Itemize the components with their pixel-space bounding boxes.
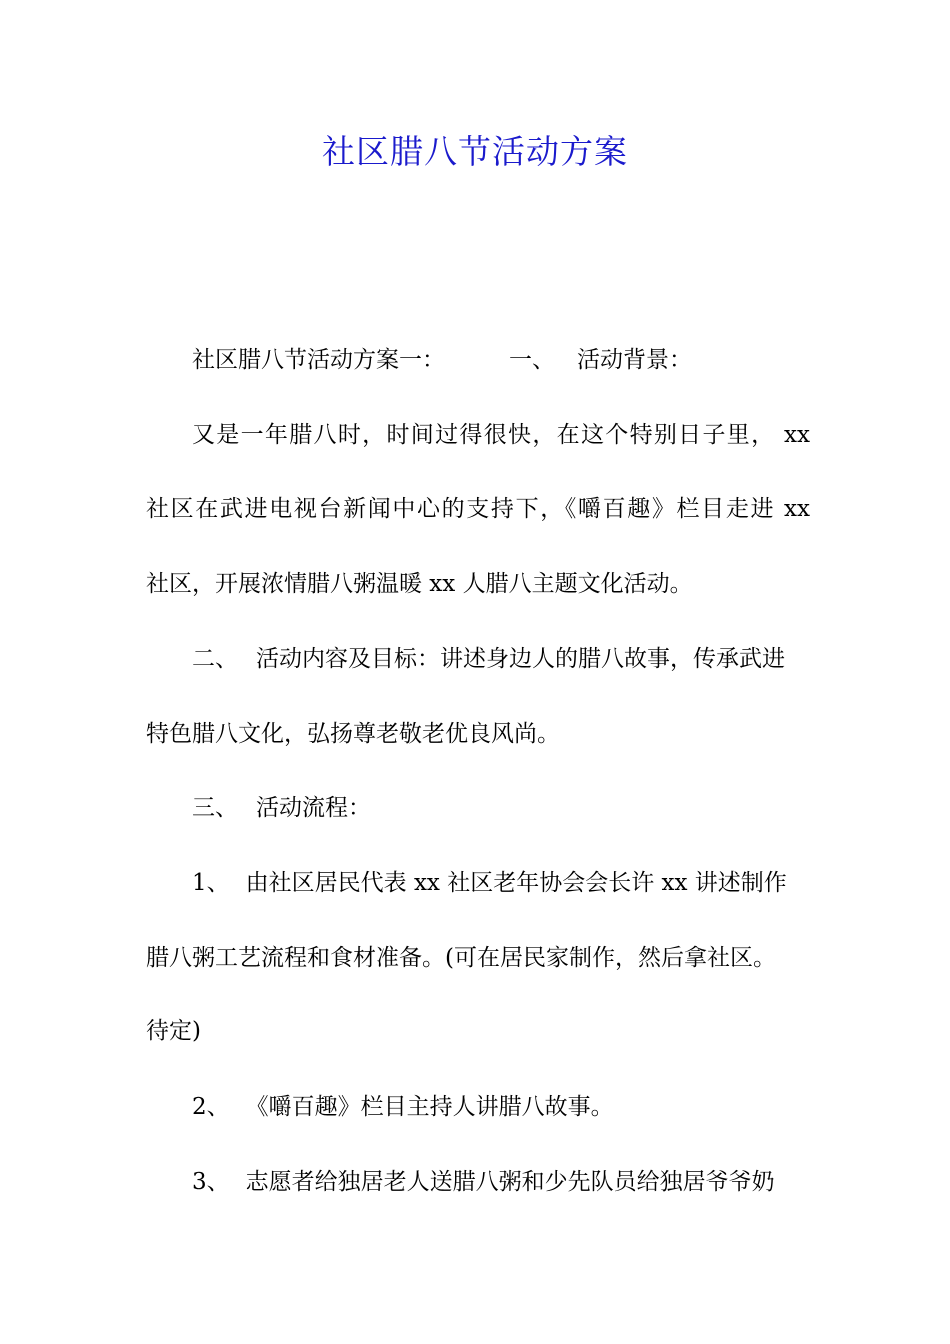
paragraph-line-6: 特色腊八文化，弘扬尊老敬老优良风尚。: [146, 721, 560, 747]
section-text: 活动内容及目标：讲述身边人的腊八故事，传承武进: [256, 646, 785, 672]
paragraph-line-4: 社区，开展浓情腊八粥温暖 xx 人腊八主题文化活动。: [146, 571, 693, 597]
paragraph-line-1: [192, 340, 810, 380]
list-text: 志愿者给独居老人送腊八粥和少先队员给独居爷爷奶: [245, 1169, 775, 1195]
list-number: 1、: [192, 870, 230, 896]
plan-heading: 社区腊八节活动方案一：: [192, 347, 445, 373]
list-text: 《嚼百趣》栏目主持人讲腊八故事。: [245, 1094, 614, 1120]
paragraph-line-3: 社区在武进电视台新闻中心的支持下，《嚼百趣》栏目走进 xx: [146, 496, 810, 522]
paragraph-line-12: [192, 1162, 810, 1202]
document-title: 社区腊八节活动方案: [322, 132, 628, 171]
list-number: 3、: [192, 1169, 230, 1195]
paragraph-line-7: [192, 788, 810, 828]
paragraph-line-11: [192, 1087, 810, 1127]
paragraph-line-9: 腊八粥工艺流程和食材准备。(可在居民家制作，然后拿社区。: [146, 945, 776, 971]
list-number: 2、: [192, 1094, 230, 1120]
paragraph-line-5: [192, 639, 810, 679]
section-number: 一、: [509, 347, 555, 373]
section-heading: 活动背景：: [577, 347, 692, 373]
paragraph-line-2: 又是一年腊八时，时间过得很快，在这个特别日子里， xx: [192, 422, 810, 448]
paragraph-line-8: [192, 863, 810, 903]
section-heading: 活动流程：: [256, 795, 371, 821]
paragraph-line-10: 待定): [146, 1018, 201, 1044]
list-text: 由社区居民代表 xx 社区老年协会会长许 xx 讲述制作: [245, 870, 787, 896]
section-number: 三、: [192, 795, 238, 821]
section-number: 二、: [192, 646, 238, 672]
